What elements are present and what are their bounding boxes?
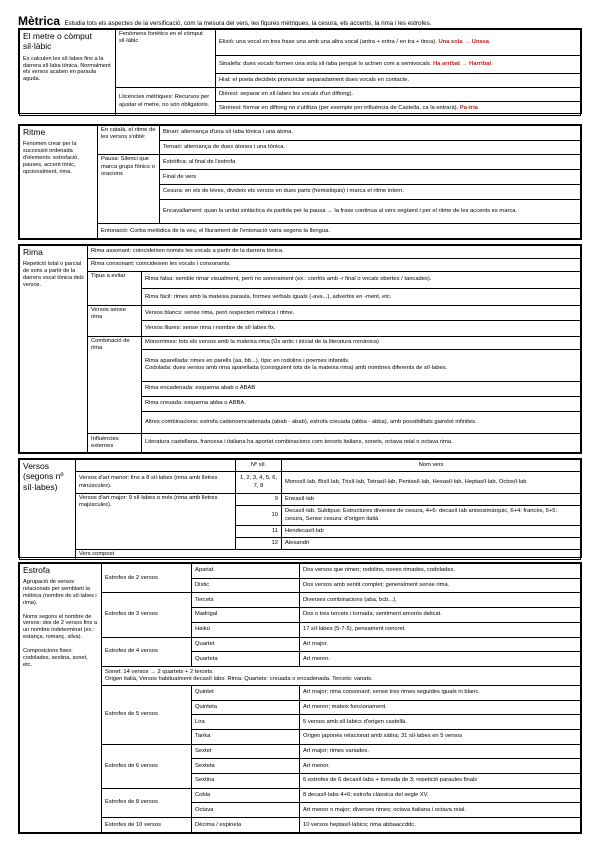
ritme-row: Ternari: alternança de dues àtones i una tònica.: [160, 140, 581, 155]
metre-section: [18, 28, 582, 114]
rima-influencies-label: Influències externes: [88, 433, 142, 452]
ritme-header: [20, 126, 98, 239]
rima-row: Versos blancs: sense rima, però respecten mètrica i ritme.: [142, 306, 581, 321]
rima-sense-label: Versos sense rima: [88, 306, 142, 336]
versos-name: Hendecasíl·lab: [282, 526, 581, 538]
ritme-row: Estròfica: al final de l'estrofa: [160, 155, 581, 170]
estrofa-name: Sextet: [192, 744, 300, 759]
estrofa-group-label: Estrofes de 8 versos: [102, 788, 192, 817]
estrofa-desc-cell: 5 versos amb síl·labics d'origen castellà.: [300, 715, 581, 730]
estrofa-desc-cell: Art major; rimes variades.: [300, 744, 581, 759]
estrofa-desc-cell: Art menor o major; diverses rimes; octava italiana i octava reial.: [300, 803, 581, 818]
ritme-entonacio: Entonació: Corba melòdica de la veu, el lliurament de l'entonació varia segons la llengua.: [98, 224, 581, 239]
rima-title: Rima: [23, 247, 43, 257]
header: [18, 12, 584, 26]
metre-row: Dièresi: separar en síl·labes les vocals d'un diftong).: [216, 88, 581, 102]
estrofa-header: [20, 564, 102, 833]
ritme-row: Binari: alternança d'una síl·laba tònica i una àtona.: [160, 126, 581, 141]
estrofa-desc-cell: 10 versos heptasíl·labics; rima abbaaccddc.: [300, 818, 581, 833]
metre-fenomens-label: Fenòmens fonètics en el còmput sil·làbic: [116, 30, 216, 88]
estrofa-desc-cell: Art menor.: [300, 652, 581, 667]
estrofa-desc: Composicions fixes: codolades, sextina, sonet, etc.: [23, 647, 88, 668]
estrofa-title: Estrofa: [23, 565, 50, 575]
metre-title: El metre o còmput sil·làbic: [23, 31, 92, 52]
estrofa-name: Tanka: [192, 729, 300, 744]
versos-syl: 1, 2, 3, 4, 5, 6, 7, 8: [236, 472, 282, 494]
ritme-title: Ritme: [23, 127, 46, 137]
estrofa-name: Quinteta: [192, 700, 300, 715]
metre-row: Hiat: el poeta decideix pronunciar separadament dues vocals en contacte.: [216, 74, 581, 88]
metre-row: Sinalefa: dues vocals formen una sola síl·laba perquè lo actrien com a semivocals. Ha arribat → Harribat: [216, 56, 581, 74]
estrofa-group-label: Estrofes de 2 versos: [102, 564, 192, 593]
estrofa-name: Octava: [192, 803, 300, 818]
versos-col-name: Nom vers: [282, 460, 581, 472]
rima-tipus-label: Tipus a evitar: [88, 271, 142, 306]
estrofa-desc-cell: Diverses combinacions (aba, bcb...).: [300, 593, 581, 608]
estrofa-name: Lira: [192, 715, 300, 730]
estrofa-name: Sexteta: [192, 759, 300, 774]
rima-consonant: Rima consonant: coincideixen les vocals i consonants.: [88, 258, 581, 271]
estrofa-name: Madrigal: [192, 608, 300, 623]
estrofa-desc-cell: Art menor; mateix funcionament.: [300, 700, 581, 715]
estrofa-desc-cell: Dos versos amb sentit complet; generalment sense rima.: [300, 578, 581, 593]
estrofa-desc-cell: 8 decasíl·labs 4+6; estrofa clàssica del segle XV.: [300, 788, 581, 803]
metre-desc: Es calculen les síl·labes fins a la darrera síl·laba tònica. Normalment els versos acaben en paraula aguda.: [23, 55, 111, 83]
estrofa-group-label: Estrofes de 5 versos: [102, 685, 192, 744]
versos-header: [20, 460, 76, 560]
estrofa-desc-cell: Art major; rima consonant; sense tres rimes seguides iguals ni blanc.: [300, 685, 581, 700]
estrofa-name: Sextina: [192, 774, 300, 789]
rima-row: Rima fàcil: rimes amb la mateixa paraula, formes verbals iguals (-ava...), adverbis en -ment, etc.: [142, 289, 581, 306]
versos-col-syl: Nº síl.: [236, 460, 282, 472]
rima-row: Rima aparellada: rimes en parells (aa, bb...), típic en rodolins i poemes infantils. Codolada: dues versos amb rima aparellada (consiguient tots de la mateixa rima) amb nombres diferents de síl·labes.: [142, 349, 581, 381]
estrofa-name: Quartet: [192, 637, 300, 652]
estrofa-name: Apariat: [192, 564, 300, 579]
metre-header: [20, 30, 116, 116]
estrofa-desc-cell: 17 síl·labes (5-7-5), pensament concret.: [300, 622, 581, 637]
metre-row: Sinèresi: formar en diftong no s'utilitza (per exemple per influència de Castella, ca la entrarà). Pa-tria: [216, 102, 581, 116]
ritme-row: Final de vers: [160, 170, 581, 185]
ritme-desc: Fenomen crear per la successió ordenada d'elements: estrofació, pauses, accent tònic, opcionalment, rima.: [23, 141, 79, 175]
metre-llicencies-label: Llicències mètriques: Recursos per ajustar el metre, no són obligatoris.: [116, 88, 216, 116]
versos-syl: 11: [236, 526, 282, 538]
versos-syl: 12: [236, 538, 282, 550]
estrofa-section: [18, 562, 582, 834]
estrofa-desc-cell: Origen japonès relacionat amb sàtira; 31 síl·labes en 5 versos: [300, 729, 581, 744]
estrofa-desc-cell: Dos versos que rimen; rodolins, noves rimades, codolades.: [300, 564, 581, 579]
page-title: Mètrica: [18, 14, 61, 26]
versos-art-menor: Versos d'art menor: fins a 8 síl·labes (rima amb lletres minúscules).: [76, 472, 236, 494]
rima-header: [20, 246, 88, 453]
rima-row: Rima creuada: esquema abba o ABBA.: [142, 396, 581, 411]
estrofa-group-label: Estrofes de 4 versos: [102, 637, 192, 666]
rima-desc: Repetició total o parcial de sons a partir de la darrera vocal tònica dels versos.: [23, 261, 84, 288]
estrofa-name: Dècima / espinela: [192, 818, 300, 833]
estrofa-desc-cell: Art menor.: [300, 759, 581, 774]
page-subtitle: Estudia tots els aspectes de la versificació, com la mesura del vers, les figures mètriques, la cesura, els accents, la rima i les estrofes.: [64, 20, 432, 26]
estrofa-group-label: Estrofes de 10 versos: [102, 818, 192, 833]
estrofa-desc: Noms segons el nombre de versos: des de 2 versos fins a un nombre indeterminat (ex.: estança, romanç, silva).: [23, 613, 97, 641]
versos-name: Monosíl·lab, Bisíl·lab, Trisíl·lab, Tetrasíl·lab, Pentasíl·lab, Hexasíl·lab, Heptasíl·lab, Octosíl·lab: [282, 472, 581, 494]
ritme-row: Encavallament: quan la unitat sintàctica és partida per la pausa → la frase continua al vers següent i per el ritme de les accents es marca.: [160, 199, 581, 224]
estrofa-group-label: Estrofes de 6 versos: [102, 744, 192, 788]
rima-row: Versos lliures: sense rima i nombre de síl·labes fix.: [142, 321, 581, 336]
rima-section: [18, 244, 582, 454]
versos-name: Eneasíl·lab: [282, 494, 581, 506]
ritme-row: Cesura: en els de leves, divideix els versos en dues parts (hemistiquis) i marca el ritme intern.: [160, 184, 581, 199]
estrofa-name: Cobla: [192, 788, 300, 803]
ritme-section: [18, 124, 582, 240]
versos-name: Alexandrí: [282, 538, 581, 550]
versos-art-major: Versos d'art major: 9 síl·labes o més (rima amb lletres majúscules).: [76, 494, 236, 550]
estrofa-desc-cell: Art major.: [300, 637, 581, 652]
versos-compost: Vers compost: [76, 550, 581, 560]
versos-syl: 9: [236, 494, 282, 506]
rima-assonant: Rima assonant: coincideixen només les vocals a partir de la darrera tònica.: [88, 246, 581, 259]
versos-syl: 10: [236, 506, 282, 526]
rima-row: Monorrimes: tots els versos amb la mateixa rima (Ús antic i inicial de la literatura romànica): [142, 336, 581, 349]
estrofa-desc: Agrupació de versos relacionats per semblant la mètrica (nombre de síl·labes i rima).: [23, 579, 97, 606]
estrofa-name: Quarteta: [192, 652, 300, 667]
versos-section: [18, 458, 582, 558]
estrofa-desc-cell: Dos o tres tercets i tornada; sentiment amorós delicat.: [300, 608, 581, 623]
estrofa-name: Quintet: [192, 685, 300, 700]
rima-row: Altres combinacions: estrofa cadenoencadenada (abab - abab), estrofa creuada (abba - abba), amb possibilitats gairebé infinites.: [142, 412, 581, 434]
versos-title: Versos (segons nº síl·labes): [23, 461, 64, 492]
estrofa-name: Distic: [192, 578, 300, 593]
estrofa-name: Haikú: [192, 622, 300, 637]
ritme-accent-label: En català, el ritme de les versos s'obté:: [98, 126, 160, 155]
rima-comb-label: Combinació de rima: [88, 336, 142, 433]
versos-blank: [76, 460, 236, 472]
rima-row: Rima encadenada: esquema abab o ABAB: [142, 381, 581, 396]
estrofa-sonet: Sonet: 14 versos → 2 quartets + 2 tercets. Origen italià, Versos habitualment decasíl·labs. Rima: Quartets: creuada o encadenada. Tercets: variats.: [102, 666, 581, 685]
metre-row: Elisió: una vocal en tres frase una amb una altra vocal (antra + entra / en tra + tinca). Una sola → Unasa: [216, 30, 581, 56]
estrofa-group-label: Estrofes de 3 versos: [102, 593, 192, 637]
versos-name: Decasíl·lab. Subtipus: Estructures diverses de cesura, 4+6: decasíl·lab anisosimàrquic, 6+4: francès, 5+5: cesura, Sense cesura: d'origen italià: [282, 506, 581, 526]
rima-row: Rima falsa: semble rimar visualment, però no sonorament (ex.: confós amb -r final o vocals obertes / tancades).: [142, 271, 581, 288]
estrofa-desc-cell: 6 estrofes de 6 decasíl·labs + tornada de 3; repetició paraules finals: [300, 774, 581, 789]
rima-influencies: Literatura castellana, francesa i italiana ha aportat combinacions com tercets italians, sonets, octava reial o octava rima.: [142, 433, 581, 452]
ritme-pausa-label: Pausa: Silenci que marca grups fònics o oracions: [98, 155, 160, 224]
estrofa-name: Tercets: [192, 593, 300, 608]
